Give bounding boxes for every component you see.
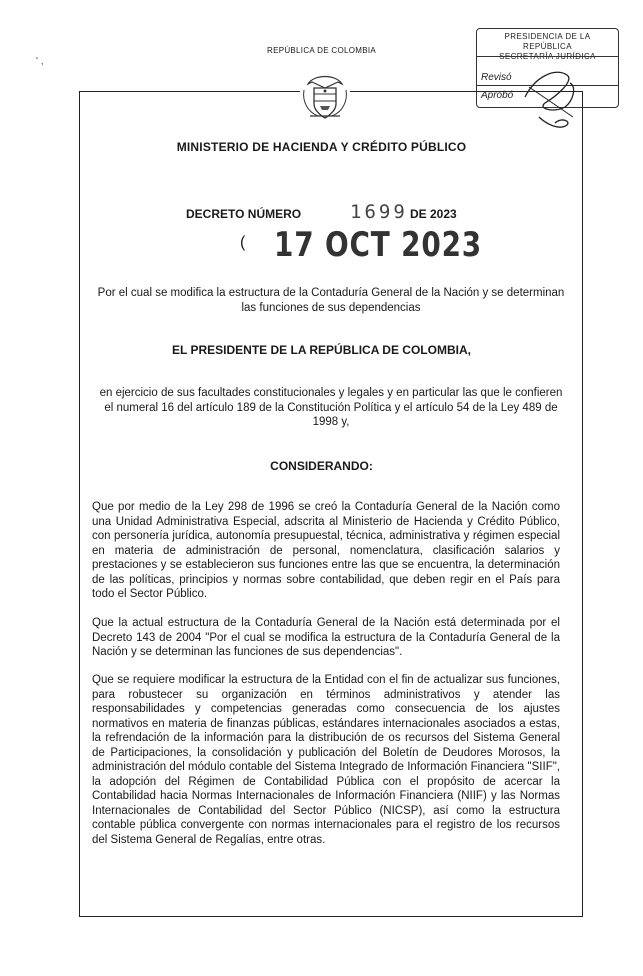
- decree-title: Por el cual se modifica la estructura de la Contaduría General de la Nación y se determinan las funciones de sus dependencias: [97, 287, 565, 314]
- corner-mark: ' ,: [36, 56, 44, 67]
- decree-label: DECRETO NÚMERO: [186, 207, 302, 221]
- open-paren: (: [240, 234, 246, 251]
- decree-date: 17 OCT 2023: [274, 225, 483, 265]
- stamp-aprobo: Aprobó: [481, 90, 514, 101]
- stamp-line-1: PRESIDENCIA DE LA REPÚBLICA: [504, 32, 591, 51]
- paragraph-1: Que por medio de la Ley 298 de 1996 se creó la Contaduría General de la Nación como una Unidad Administrativa Especial, adscrita al Ministerio de Hacienda y Crédito Público, con personería jurídica, autonomía presupuestal, técnica, administrativa y régimen especial en materia de administración de personal, nomenclatura, clasificación salarios y prestaciones y se establecieron sus funciones entre las que se encuentra, la determinación de las políticas, principios y normas sobre contabilidad, que deben regir en el País para todo el Sector Público.: [92, 501, 560, 600]
- stamp-line-2: SECRETARÍA JURÍDICA: [499, 52, 596, 61]
- decree-year: DE 2023: [410, 207, 457, 221]
- authority-heading: EL PRESIDENTE DE LA REPÚBLICA DE COLOMBIA,: [172, 343, 471, 357]
- stamp-reviso: Revisó: [481, 72, 512, 83]
- considerando-heading: CONSIDERANDO:: [270, 459, 373, 473]
- ministry-title: MINISTERIO DE HACIENDA Y CRÉDITO PÚBLICO: [176, 140, 467, 154]
- republica-header: REPÚBLICA DE COLOMBIA: [267, 46, 376, 55]
- powers-text: en ejercicio de sus facultades constitucionales y legales y en particular las que le confieren el numeral 16 del artículo 189 de la Constitución Política y el artículo 54 de la Ley 489 de 1998 y,: [99, 387, 563, 428]
- paragraph-2: Que la actual estructura de la Contaduría General de la Nación está determinada por el Decreto 143 de 2004 "Por el cual se modifica la estructura de la Contaduría General de la Nación y se determinan las funciones de sus dependencias".: [92, 617, 560, 658]
- decree-number: 1699: [350, 201, 408, 223]
- paragraph-3: Que se requiere modificar la estructura de la Entidad con el fin de actualizar sus funciones, para robustecer su organización en términos administrativos y atender las responsabilidades y competencias generadas como consecuencia de los ajustes normativos en materia de finanzas públicas, estándares internacionales asociados a estas, la refrendación de la información para la distribución de os recursos del Sistema General de Participaciones, la consolidación y publicación del Boletín de Deudores Morosos, la administración del módulo contable del Sistema Integrado de Información Financiera "SIIF", la adopción del Régimen de Contabilidad Pública con el propósito de acercar la Contabilidad hacia Normas Internacionales de Información Financiera (NIIF) y las Normas Internacionales de Contabilidad del Sector Público (NICSP), así como la estructura contable pública convergente con normas internacionales para el registro de los recursos del Sistema General de Regalías, entre otras.: [92, 674, 560, 846]
- coat-of-arms-icon: [300, 70, 350, 122]
